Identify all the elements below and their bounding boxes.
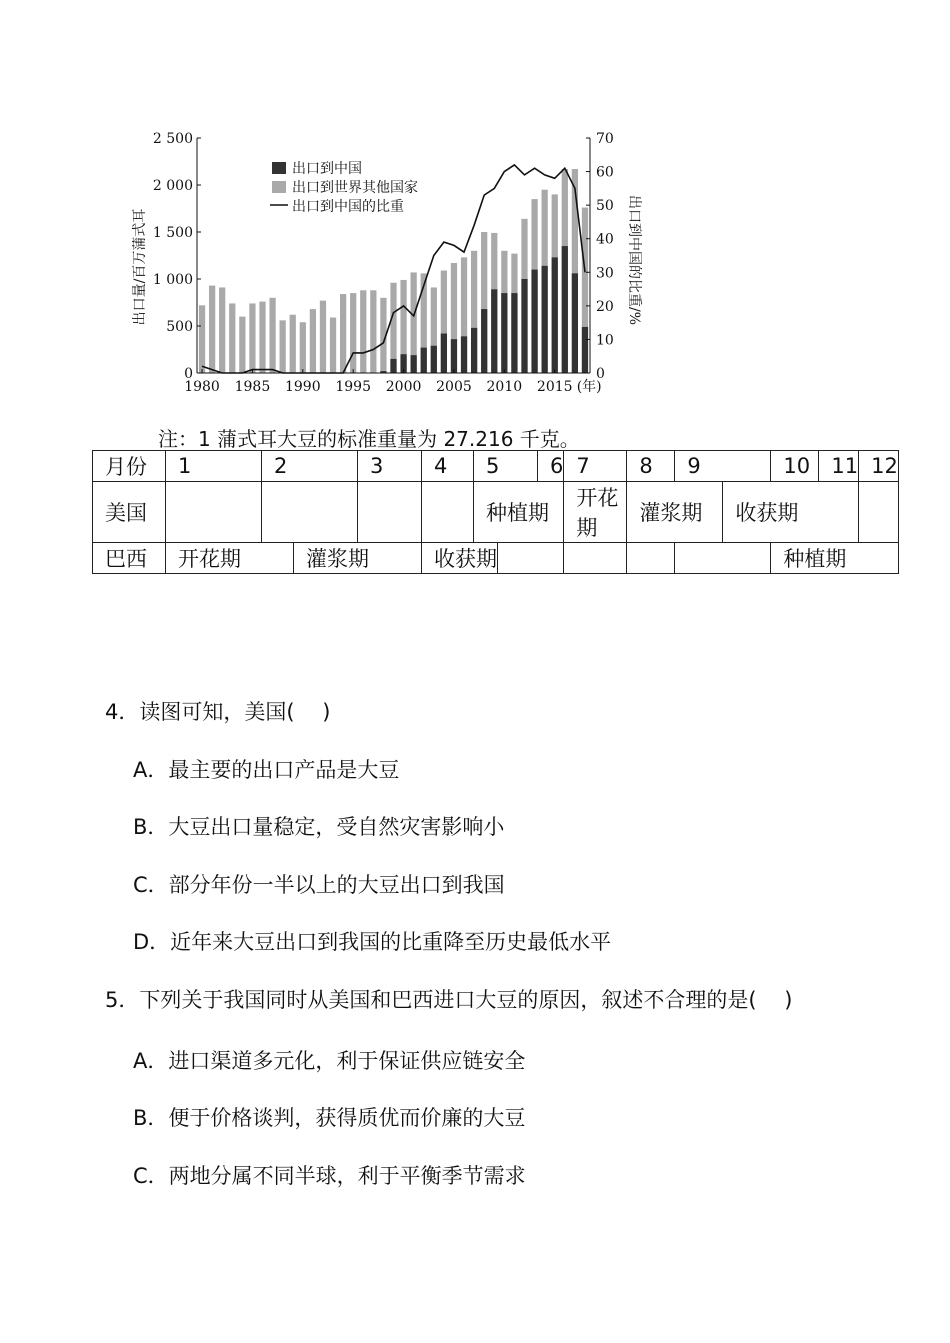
x-tick-label: 1990 bbox=[284, 379, 321, 395]
bar-total-1994 bbox=[340, 294, 346, 373]
q5-stem: 5．下列关于我国同时从美国和巴西进口大豆的原因，叙述不合理的是( ) bbox=[105, 988, 793, 1012]
empty-cell bbox=[166, 482, 262, 543]
bar-total-1980 bbox=[199, 305, 205, 373]
y-tick-label: 0 bbox=[184, 366, 193, 382]
month-cell: 9 bbox=[675, 451, 771, 482]
bar-total-1982 bbox=[219, 287, 225, 373]
bar-china-2017 bbox=[572, 273, 578, 373]
y-axis-label: 出口量/百万蒲式耳 bbox=[132, 208, 148, 326]
brazil-phase-harvest: 收获期 bbox=[422, 543, 498, 574]
y2-tick-label: 20 bbox=[596, 298, 614, 315]
plot-area bbox=[199, 165, 588, 373]
bar-total-1989 bbox=[290, 315, 296, 373]
bar-china-2008 bbox=[481, 309, 487, 373]
legend-swatch-other bbox=[272, 181, 286, 193]
month-cell: 10 bbox=[771, 451, 819, 482]
y-tick-label: 2 500 bbox=[152, 131, 193, 147]
bar-total-1996 bbox=[360, 290, 366, 373]
x-tick-label: 1985 bbox=[234, 379, 271, 395]
bar-china-2005 bbox=[451, 339, 457, 373]
bar-total-1991 bbox=[310, 309, 316, 373]
bar-total-1983 bbox=[229, 303, 235, 373]
bar-china-2010 bbox=[501, 293, 507, 373]
soybean-export-chart bbox=[120, 125, 640, 405]
bar-china-2015 bbox=[552, 257, 558, 373]
x-axis-unit-label: (年) bbox=[576, 379, 602, 395]
bar-china-2009 bbox=[491, 289, 497, 373]
usa-label: 美国 bbox=[93, 482, 166, 543]
month-cell: 7 bbox=[564, 451, 627, 482]
y-tick-label: 2 000 bbox=[152, 178, 193, 194]
brazil-phase-filling: 灌浆期 bbox=[294, 543, 422, 574]
bar-total-1988 bbox=[280, 320, 286, 373]
y2-axis-label: 出口到中国的比重/% bbox=[626, 194, 642, 326]
month-cell: 8 bbox=[627, 451, 675, 482]
empty-cell bbox=[262, 482, 358, 543]
bar-china-1999 bbox=[390, 359, 396, 373]
bar-china-2004 bbox=[441, 334, 447, 373]
table-row-usa bbox=[93, 482, 899, 543]
bar-total-1984 bbox=[239, 317, 245, 373]
month-header: 月份 bbox=[93, 451, 166, 482]
bar-china-2001 bbox=[411, 355, 417, 373]
y2-tick-label: 0 bbox=[596, 366, 605, 382]
q4-option-a[interactable]: A．最主要的出口产品是大豆 bbox=[133, 758, 400, 782]
y2-tick-label: 50 bbox=[596, 198, 614, 215]
month-cell: 12 bbox=[859, 451, 899, 482]
x-tick-label: 1995 bbox=[335, 379, 372, 395]
bar-total-1981 bbox=[209, 286, 215, 373]
brazil-phase-flowering: 开花期 bbox=[166, 543, 294, 574]
bar-china-2018 bbox=[582, 327, 588, 373]
q5-option-a[interactable]: A．进口渠道多元化，利于保证供应链安全 bbox=[133, 1049, 526, 1073]
y-tick-label: 1 000 bbox=[152, 272, 193, 288]
bar-china-2002 bbox=[421, 348, 427, 373]
table-row-brazil bbox=[93, 543, 899, 574]
bar-total-1990 bbox=[300, 322, 306, 373]
month-cell: 6 bbox=[538, 451, 564, 482]
bar-total-1992 bbox=[320, 301, 326, 373]
bar-china-2006 bbox=[461, 336, 467, 373]
bar-china-2007 bbox=[471, 328, 477, 373]
usa-phase-flowering: 开花期 bbox=[564, 482, 627, 543]
bar-total-1987 bbox=[269, 298, 275, 373]
empty-cell bbox=[675, 543, 771, 574]
q4-option-d[interactable]: D．近年来大豆出口到我国的比重降至历史最低水平 bbox=[133, 930, 612, 954]
bar-china-2016 bbox=[562, 246, 568, 373]
brazil-phase-planting: 种植期 bbox=[771, 543, 898, 574]
empty-cell bbox=[358, 482, 422, 543]
bar-total-1986 bbox=[259, 302, 265, 373]
x-tick-label: 2015 bbox=[536, 379, 573, 395]
empty-cell bbox=[859, 482, 899, 543]
y2-tick-label: 40 bbox=[596, 231, 614, 248]
brazil-label: 巴西 bbox=[93, 543, 166, 574]
legend-swatch-china bbox=[272, 162, 286, 174]
bar-total-1993 bbox=[330, 318, 336, 373]
growth-calendar-table bbox=[92, 450, 899, 574]
y2-tick-label: 70 bbox=[596, 131, 614, 147]
y2-tick-label: 60 bbox=[596, 164, 614, 181]
x-tick-label: 1980 bbox=[184, 379, 220, 395]
bar-total-1997 bbox=[370, 290, 376, 373]
month-cell: 2 bbox=[262, 451, 358, 482]
x-tick-label: 2010 bbox=[486, 379, 523, 395]
x-tick-label: 2005 bbox=[436, 379, 472, 395]
q4-option-c[interactable]: C．部分年份一半以上的大豆出口到我国 bbox=[133, 873, 505, 897]
bar-china-2013 bbox=[531, 270, 537, 373]
legend-label-share: 出口到中国的比重 bbox=[292, 199, 404, 215]
y-tick-label: 1 500 bbox=[152, 225, 193, 241]
bar-china-2014 bbox=[542, 266, 548, 373]
y-tick-label: 500 bbox=[166, 319, 193, 335]
legend-label-other: 出口到世界其他国家 bbox=[292, 180, 418, 196]
empty-cell bbox=[564, 543, 627, 574]
table-row-months bbox=[93, 451, 899, 482]
usa-phase-planting: 种植期 bbox=[474, 482, 564, 543]
month-cell: 5 bbox=[474, 451, 538, 482]
usa-phase-harvest: 收获期 bbox=[723, 482, 859, 543]
bar-total-1995 bbox=[350, 293, 356, 373]
empty-cell bbox=[627, 543, 675, 574]
q4-stem: 4．读图可知，美国( ) bbox=[105, 700, 331, 724]
chart-note: 注：1 蒲式耳大豆的标准重量为 27.216 千克。 bbox=[158, 427, 580, 451]
empty-cell bbox=[498, 543, 564, 574]
bar-china-2003 bbox=[431, 346, 437, 373]
month-cell: 3 bbox=[358, 451, 422, 482]
x-tick-label: 2000 bbox=[385, 379, 422, 395]
q4-option-b[interactable]: B．大豆出口量稳定，受自然灾害影响小 bbox=[133, 815, 505, 839]
usa-phase-filling: 灌浆期 bbox=[627, 482, 723, 543]
empty-cell bbox=[422, 482, 474, 543]
bar-china-2012 bbox=[521, 279, 527, 373]
month-cell: 4 bbox=[422, 451, 474, 482]
y2-tick-label: 10 bbox=[596, 332, 614, 349]
legend-label-china: 出口到中国 bbox=[292, 161, 362, 177]
bar-china-2011 bbox=[511, 293, 517, 373]
chart-legend bbox=[270, 160, 418, 215]
bar-total-1985 bbox=[249, 303, 255, 373]
q5-option-c[interactable]: C．两地分属不同半球，利于平衡季节需求 bbox=[133, 1164, 526, 1188]
month-cell: 1 bbox=[166, 451, 262, 482]
y2-tick-label: 30 bbox=[596, 265, 614, 282]
month-cell: 11 bbox=[819, 451, 859, 482]
q5-option-b[interactable]: B．便于价格谈判，获得质优而价廉的大豆 bbox=[133, 1106, 526, 1130]
